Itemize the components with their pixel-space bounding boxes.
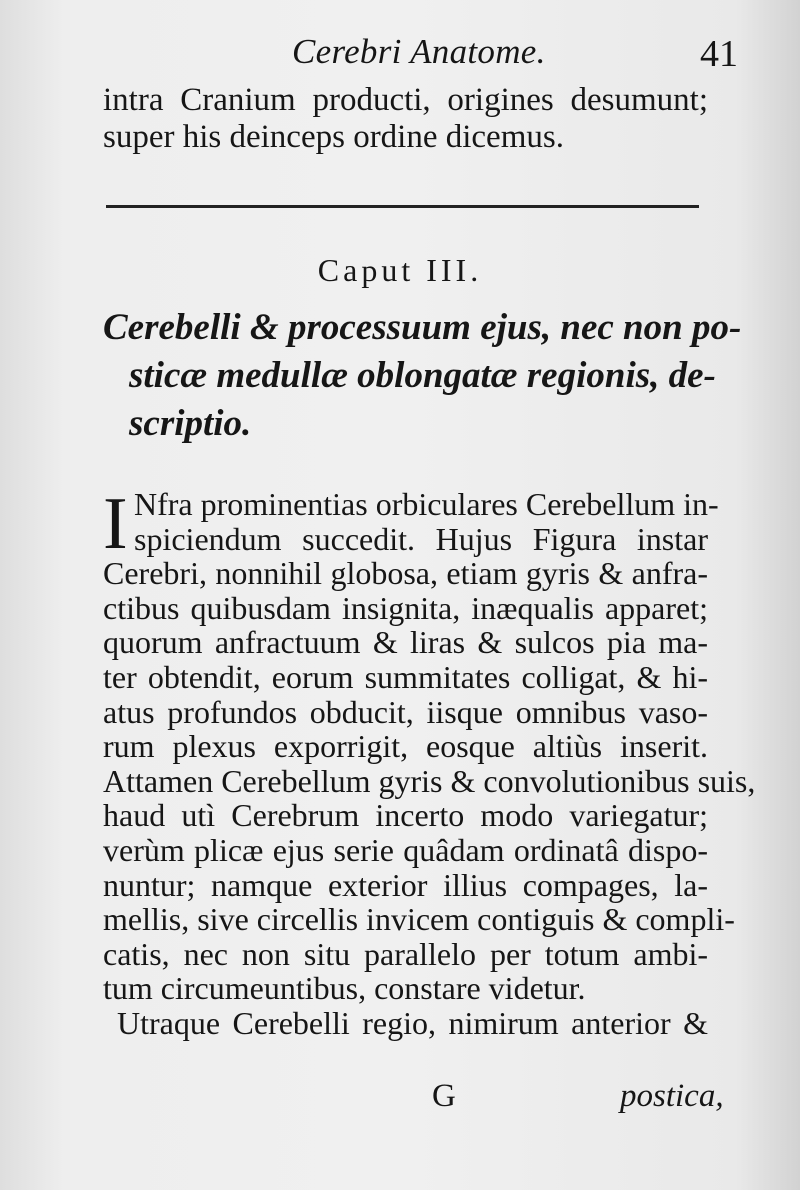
section-divider — [106, 205, 699, 208]
page-footer — [0, 1078, 800, 1118]
body-line: mellis, sive circellis invicem contiguis & compli- — [103, 901, 735, 938]
body-line: rum plexus exporrigit, eosque altiùs inserit. — [103, 728, 708, 765]
body-line: ter obtendit, eorum summitates colligat, & hi- — [103, 658, 708, 695]
intro-paragraph — [103, 82, 708, 156]
running-head — [0, 22, 800, 82]
body-line: verùm plicæ ejus serie quâdam ordinatâ dispo- — [103, 831, 708, 868]
intro-line: super his deinceps ordine dicemus. — [103, 119, 564, 155]
subtitle-line: scriptio. — [129, 403, 252, 444]
drop-capital: I — [103, 483, 128, 565]
body-line: tum circumeuntibus, constare videtur. — [103, 970, 586, 1007]
body-line: ctibus quibusdam insignita, inæqualis apparet; — [103, 589, 708, 626]
body-line: catis, nec non situ parallelo per totum ambi- — [103, 935, 708, 972]
body-paragraph — [103, 483, 756, 1041]
body-line: spiciendum succedit. Hujus Figura instar — [134, 520, 708, 557]
running-title: Cerebri Anatome. — [292, 32, 546, 71]
body-line: quorum anfractuum & liras & sulcos pia ma- — [103, 624, 708, 661]
signature-mark: G — [432, 1078, 456, 1114]
body-line: Cerebri, nonnihil globosa, etiam gyris & anfra- — [103, 555, 708, 592]
chapter-subtitle — [103, 304, 742, 448]
catchword: postica, — [620, 1078, 724, 1114]
page-number: 41 — [700, 33, 738, 75]
body-line: atus profundos obducit, iisque omnibus vaso- — [103, 693, 708, 730]
body-line: Nfra prominentias orbiculares Cerebellum in- — [134, 486, 719, 522]
body-line: haud utì Cerebrum incerto modo variegatur; — [103, 797, 708, 834]
chapter-heading: Caput III. — [317, 252, 483, 288]
intro-line: intra Cranium producti, origines desumunt; — [103, 82, 708, 118]
subtitle-line: sticæ medullæ oblongatæ regionis, de- — [129, 355, 716, 396]
body-line: nuntur; namque exterior illius compages, la- — [103, 866, 708, 903]
body-line: Attamen Cerebellum gyris & convolutionibus suis, — [103, 762, 756, 799]
subtitle-line: Cerebelli & processuum ejus, nec non po- — [103, 307, 742, 348]
body-line: Utraque Cerebelli regio, nimirum anterior & — [117, 1004, 708, 1041]
